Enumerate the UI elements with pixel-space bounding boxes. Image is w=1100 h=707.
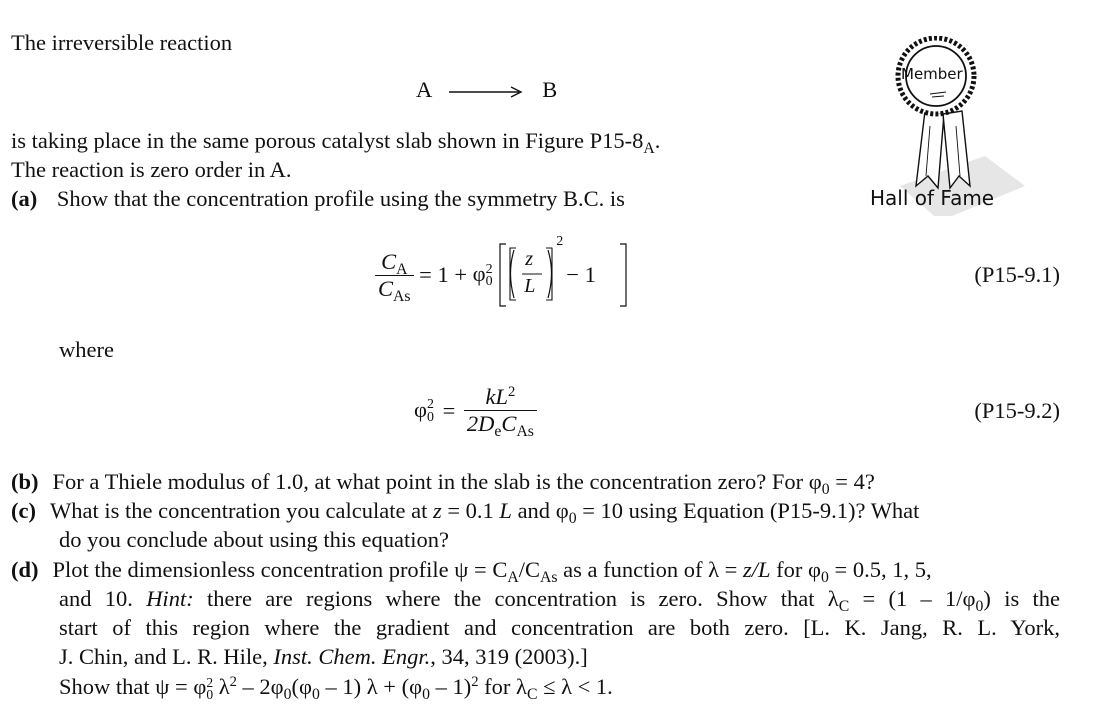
part-d-l2a: and 10. xyxy=(59,586,147,611)
reaction-arrow-icon xyxy=(447,85,527,99)
part-d-l5-sub4: C xyxy=(526,686,538,704)
eq1-l: L xyxy=(524,275,536,297)
part-d-line-3 xyxy=(59,613,1060,642)
eq1-den-sub: As xyxy=(393,287,411,305)
part-b-text1: For a Thiele modulus of 1.0, at what point in the slab is the concentration zero? For xyxy=(52,469,809,494)
part-d-l5-sup: 2 xyxy=(229,673,237,690)
eq2-phi-sup: 2 xyxy=(427,397,434,413)
part-d-l1g: = 0.5, 1, 5, xyxy=(828,557,932,582)
part-d-l1f: for xyxy=(770,557,808,582)
part-d-l5d: – 2φ xyxy=(236,674,284,699)
part-d-line-4 xyxy=(59,642,588,671)
part-d-psi2: ψ xyxy=(155,674,170,699)
eq2-phi-sub: 0 xyxy=(427,409,434,425)
part-d-l5-sub3: 0 xyxy=(422,686,430,704)
part-c-l1d: = 10 using Equation (P15-9.1)? What xyxy=(576,498,920,523)
part-d-phi3-sub: 0 xyxy=(206,686,214,702)
hall-of-fame-badge xyxy=(860,36,1030,216)
part-c-l1a: What is the concentration you calculate at xyxy=(49,498,433,523)
equation-p15-9-2 xyxy=(414,383,537,441)
eq1-phi-symbol: φ xyxy=(472,261,486,287)
part-d-line-1 xyxy=(11,555,932,587)
intro-text: The irreversible reaction xyxy=(11,30,233,55)
eq1-num-sub: A xyxy=(396,260,408,278)
part-b-phi-sub: 0 xyxy=(821,481,830,499)
part-d-l5c: λ xyxy=(213,674,230,699)
part-d-label: (d) xyxy=(11,557,39,582)
badge-caption: Hall of Fame xyxy=(870,186,995,210)
part-a xyxy=(11,184,625,213)
part-c-l1b: = 0.1 xyxy=(441,498,500,523)
eq1-num: C xyxy=(381,248,397,274)
part-c-z: z xyxy=(432,498,442,523)
eq2-phi xyxy=(414,396,434,425)
part-d-l1e: = xyxy=(719,557,743,582)
part-b-label: (b) xyxy=(11,469,39,494)
part-d-psi: ψ xyxy=(454,557,469,582)
part-d-l1d: as a function of xyxy=(557,557,709,582)
eq1-phi-sub: 0 xyxy=(485,274,493,290)
eq1-den: C xyxy=(378,275,394,301)
part-d-l5b: = xyxy=(169,674,194,699)
equation-p15-9-1 xyxy=(375,234,628,310)
part-d-line-2 xyxy=(59,584,1060,616)
part-d-journal: Inst. Chem. Engr. xyxy=(273,644,431,669)
para1-sub: A xyxy=(643,140,655,158)
part-d-phi3: φ xyxy=(193,674,207,699)
part-d-l2b: there are regions where the concentration is zero. Show that xyxy=(193,586,828,611)
eq1-lhs-fraction xyxy=(375,248,414,305)
part-d-l4a: J. Chin, and L. R. Hile, xyxy=(59,644,274,669)
eq2-number: (P15-9.2) xyxy=(974,398,1060,423)
eq2-num: kL xyxy=(485,384,509,409)
part-d-l1c: /C xyxy=(518,557,540,582)
part-d-l5g: – 1) xyxy=(429,674,472,699)
eq2-equals: = xyxy=(442,397,456,423)
part-d-l2c: = (1 – 1/ xyxy=(849,586,963,611)
reactant: A xyxy=(416,77,432,102)
part-d-sub-as: As xyxy=(539,569,558,587)
para1-text: is taking place in the same porous catalyst slab shown in Figure P15-8 xyxy=(11,128,644,153)
part-a-text: Show that the concentration profile using the symmetry B.C. is xyxy=(56,186,625,211)
part-d-phi3-sup: 2 xyxy=(206,675,214,691)
eq2-den-sub-e: e xyxy=(494,423,502,441)
part-d-l1b: = C xyxy=(468,557,508,582)
paragraph-line-1 xyxy=(11,126,661,158)
part-d-l5-sub2: 0 xyxy=(312,686,320,704)
part-c-line-2: do you conclude about using this equation? xyxy=(59,527,449,552)
eq2-fraction xyxy=(464,383,537,441)
eq2-den-b: C xyxy=(501,411,517,436)
part-c-l1c: and xyxy=(511,498,556,523)
eq2-phi-symbol: φ xyxy=(414,396,427,422)
para1-end: . xyxy=(654,128,661,153)
eq1-brackets-icon xyxy=(498,240,628,310)
part-b xyxy=(11,467,875,499)
part-d-phi2-sub: 0 xyxy=(975,598,984,616)
part-d-z: z xyxy=(742,557,752,582)
eq1-outer-sup: 2 xyxy=(556,234,564,249)
part-d-phi2: φ xyxy=(962,586,976,611)
part-c-phi-sub: 0 xyxy=(568,510,577,528)
part-c-label: (c) xyxy=(11,498,36,523)
eq2-den-a: 2D xyxy=(466,411,495,436)
eq2-num-sup: 2 xyxy=(508,383,516,400)
part-d-hint: Hint: xyxy=(146,586,194,611)
eq1-number: (P15-9.1) xyxy=(974,262,1060,287)
part-d-l5-sup2: 2 xyxy=(471,673,479,690)
part-d-line-5 xyxy=(59,672,613,704)
part-d-l4b: , 34, 319 (2003).] xyxy=(430,644,588,669)
part-d-l5i: ≤ λ < 1. xyxy=(537,674,613,699)
part-b-phi: φ xyxy=(808,469,822,494)
eq2-den-sub-as: As xyxy=(516,423,534,441)
badge-member-label: Member xyxy=(901,65,963,83)
part-a-label: (a) xyxy=(11,186,38,211)
reaction-equation xyxy=(416,77,557,103)
eq1-phi xyxy=(472,261,493,290)
part-d-l5h: for λ xyxy=(478,674,527,699)
eq1-equals: = 1 + xyxy=(419,262,468,287)
part-d-l3: start of this region where the gradient and concentration are both zero. [L. K. Jang, R. L. York, xyxy=(59,615,1060,640)
part-c-l: L xyxy=(499,498,512,523)
part-b-text2: = 4? xyxy=(829,469,875,494)
eq1-minus-one: − 1 xyxy=(566,262,596,287)
part-d-l5e: (φ xyxy=(291,674,313,699)
part-d-sub-a: A xyxy=(507,569,519,587)
eq1-phi-sup: 2 xyxy=(485,261,493,277)
part-d-l5a: Show that xyxy=(59,674,156,699)
paragraph-line-2: The reaction is zero order in A. xyxy=(11,157,292,182)
part-d-l5f: – 1) λ + (φ xyxy=(319,674,423,699)
part-d-l5-sub1: 0 xyxy=(283,686,292,704)
part-c-line-1 xyxy=(11,496,920,528)
part-d-l1a: Plot the dimensionless concentration profile xyxy=(52,557,455,582)
product: B xyxy=(542,77,558,102)
part-d-slash-l: /L xyxy=(751,557,771,582)
part-d-lambda: λ xyxy=(708,557,720,582)
part-d-lambda-c: λ xyxy=(827,586,839,611)
part-d-phi: φ xyxy=(808,557,821,582)
part-d-phi-sub: 0 xyxy=(821,569,829,587)
part-c-phi: φ xyxy=(555,498,569,523)
eq1-bracket-group xyxy=(498,234,628,310)
where-text: where xyxy=(59,337,114,362)
part-d-l2d: ) is the xyxy=(983,586,1060,611)
part-d-lc-sub: C xyxy=(838,598,850,616)
eq1-z: z xyxy=(525,248,534,270)
